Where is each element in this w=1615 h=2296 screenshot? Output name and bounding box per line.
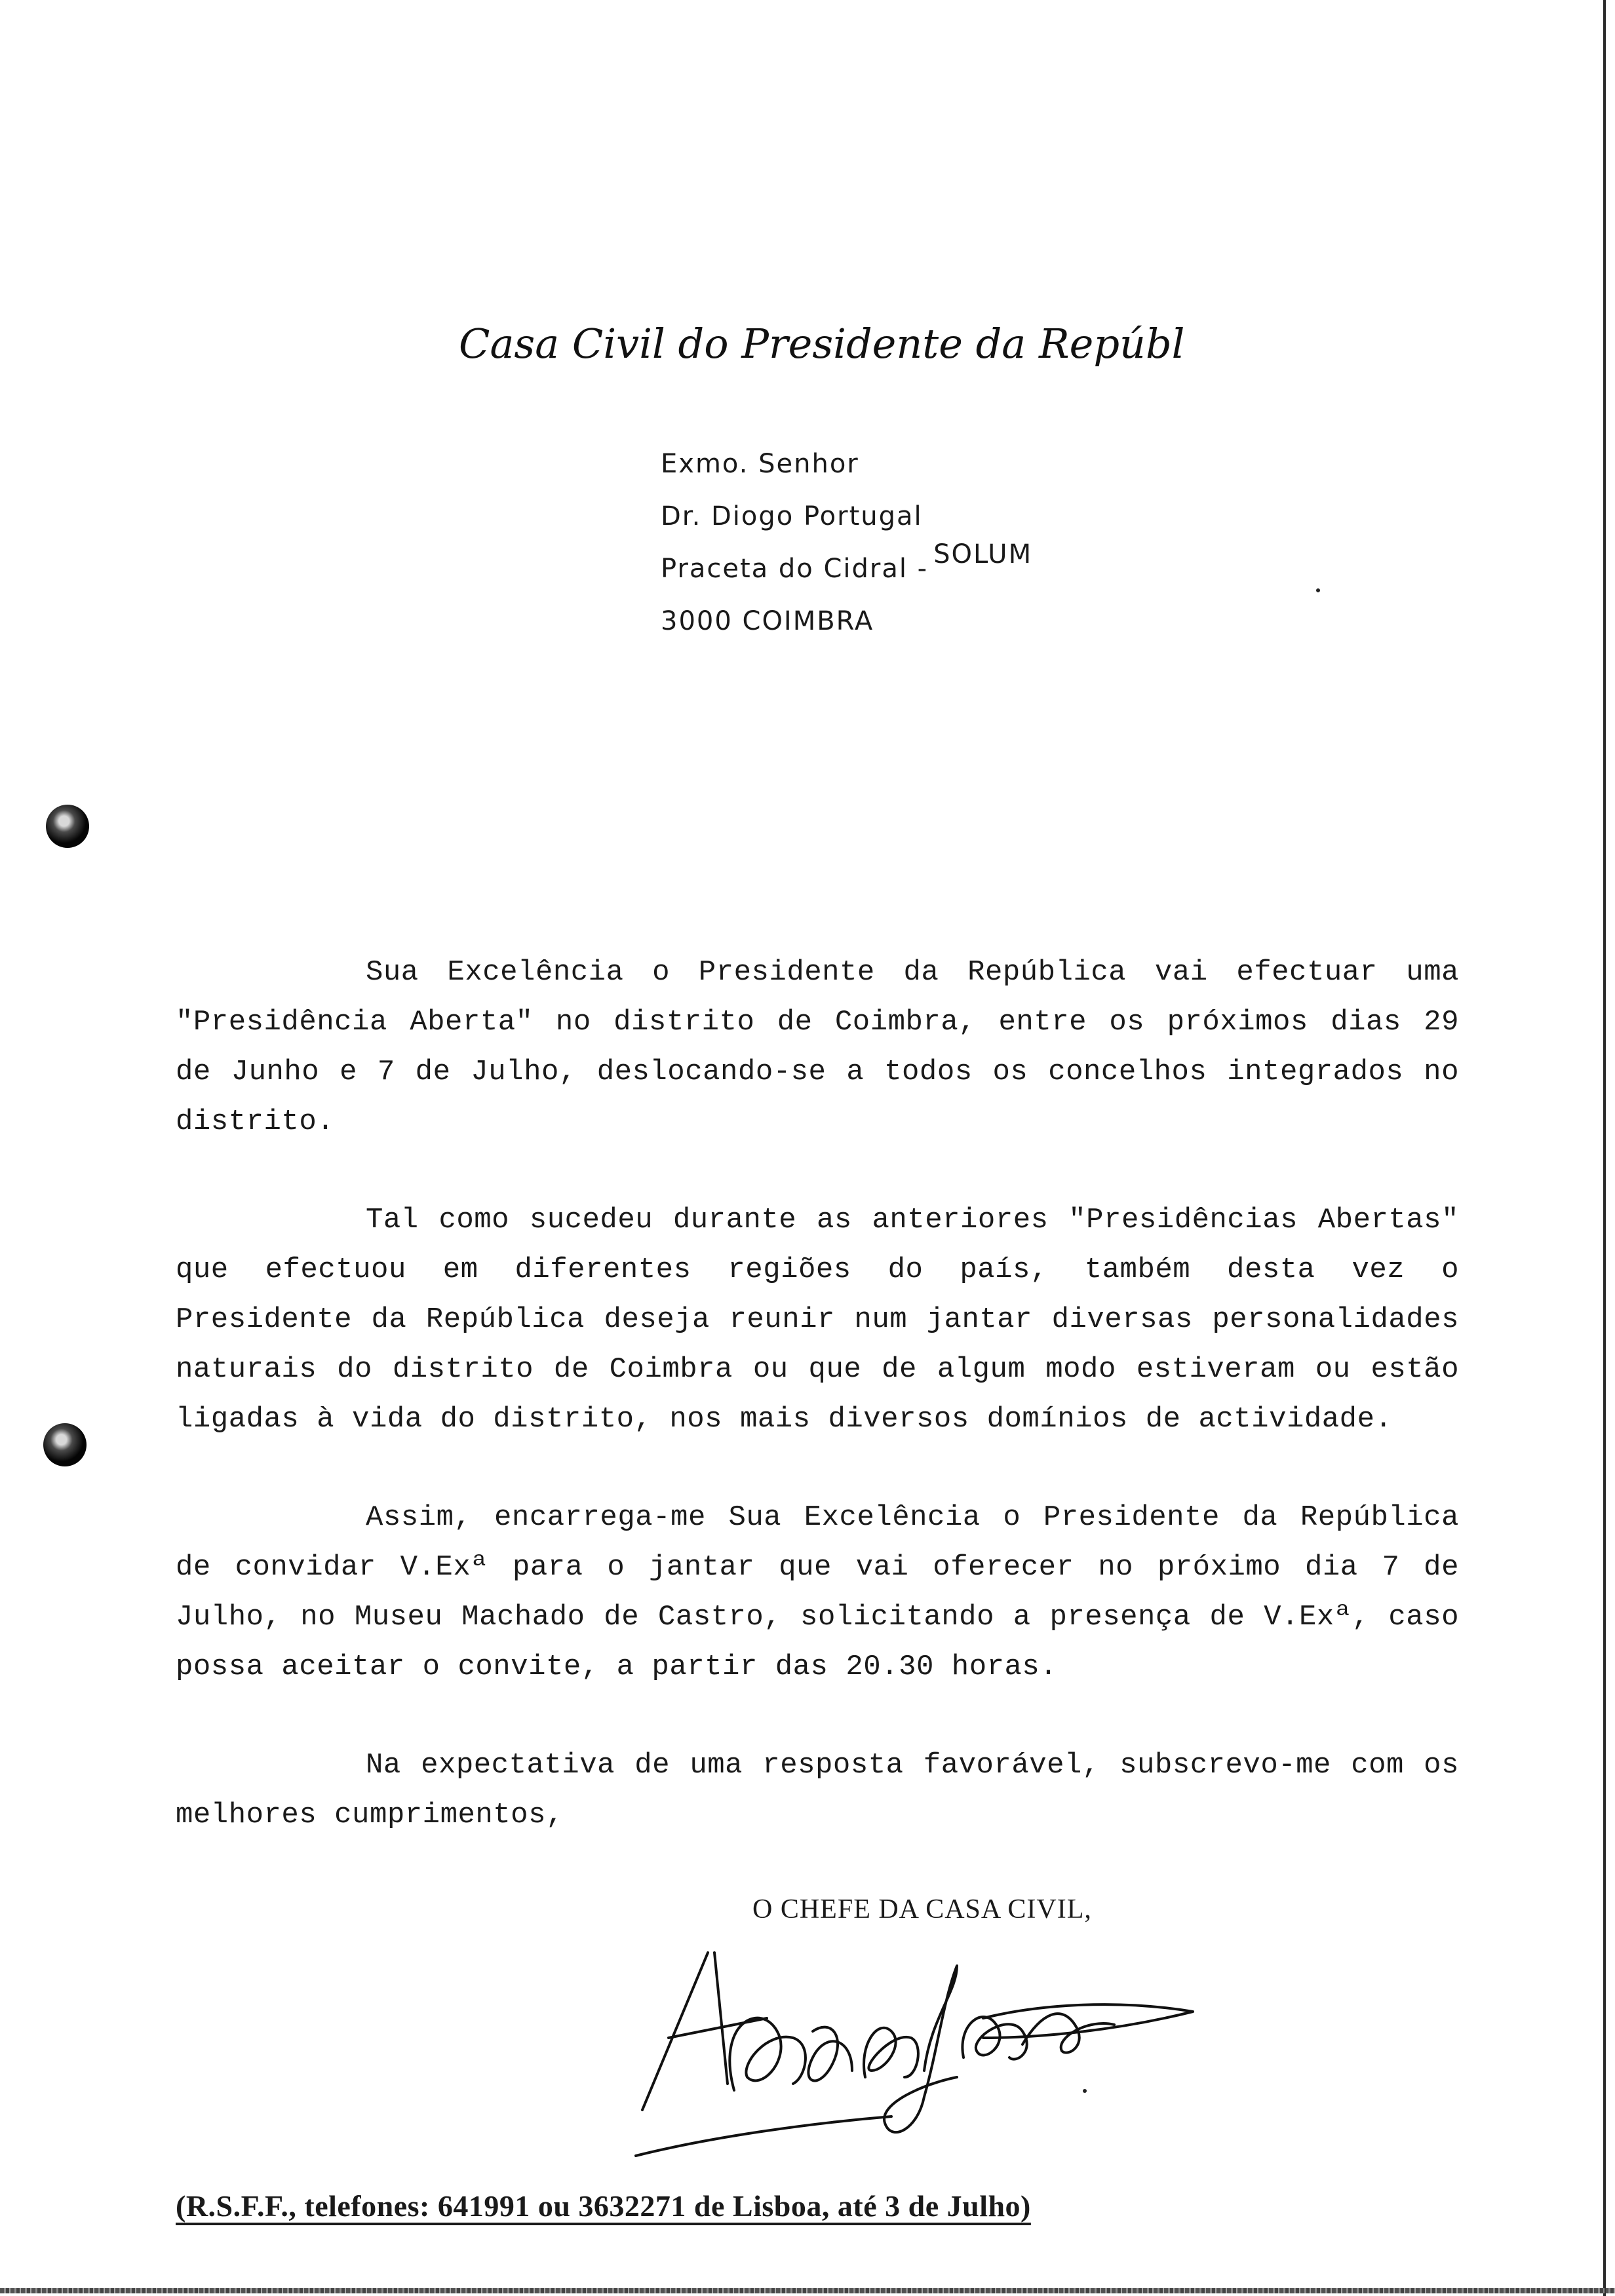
body-paragraph: Tal como sucedeu durante as anteriores "Presidências Abertas" que efectuou em diferentes regiões do país, também desta vez o Presidente da República deseja reunir num jantar diversas personalidades naturais do distrito de Coimbra ou que de algum modo estiveram ou estão ligadas à vida do distrito, nos mais diversos domínios de actividade.: [176, 1204, 1459, 1436]
scan-bottom-edge: [0, 2288, 1615, 2293]
punch-hole-icon: [46, 805, 89, 848]
body-paragraph: Na expectativa de uma resposta favorável, subscrevo-me com os melhores cumprimentos,: [176, 1749, 1459, 1831]
address-street-line: [661, 539, 1033, 602]
scan-speck: [1316, 588, 1320, 592]
page-edge: [1603, 0, 1606, 2296]
punch-hole-icon: [43, 1423, 87, 1466]
address-street: Praceta do Cidral -: [661, 554, 929, 584]
address-city: 3000 COIMBRA: [661, 606, 874, 636]
recipient-address: [661, 444, 1032, 654]
closing-title: O CHEFE DA CASA CIVIL,: [752, 1894, 1092, 1924]
letterhead: [452, 307, 1186, 385]
letterhead-title: Casa Civil do Presidente da República: [459, 320, 1186, 368]
body-paragraph: Assim, encarrega-me Sua Excelência o Presidente da República de convidar V.Exª para o jantar que vai oferecer no próximo dia 7 de Julho, no Museu Machado de Castro, solicitando a presença de V.Exª, caso possa aceitar o convite, a partir das 20.30 horas.: [176, 1501, 1459, 1683]
letter-body: [176, 947, 1459, 1888]
address-name: Dr. Diogo Portugal: [661, 501, 923, 531]
body-paragraph: Sua Excelência o Presidente da República vai efectuar uma "Presidência Aberta" no distrito de Coimbra, entre os próximos dias 29 de Junho e 7 de Julho, deslocando-se a todos os concelhos integrados no distrito.: [176, 956, 1459, 1138]
closing-block: [752, 1894, 1092, 1925]
handwritten-signature: [616, 1940, 1206, 2162]
address-street-suffix: SOLUM: [933, 539, 1033, 569]
footer-note: (R.S.F.F., telefones: 641991 ou 3632271 de Lisboa, até 3 de Julho): [176, 2189, 1031, 2223]
address-salutation: Exmo. Senhor: [661, 449, 859, 479]
